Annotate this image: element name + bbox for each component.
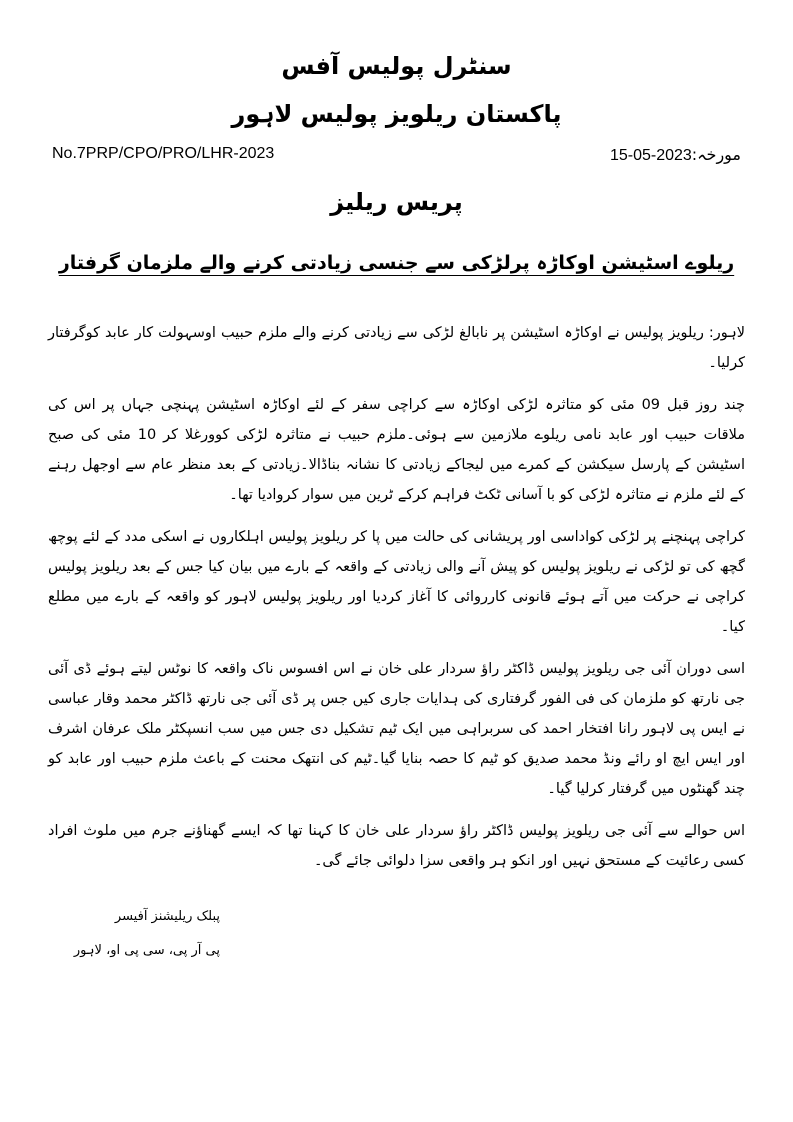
organization-title: پاکستان ریلویز پولیس لاہور [231, 100, 562, 128]
paragraph-karachi: کراچی پہنچنے پر لڑکی کواداسی اور پریشانی کی حالت میں پا کر ریلویز پولیس اہلکاروں نے اسکی مدد کے لئے پوچھ گچھ کی تو لڑکی نے ریلویز پولیس کو پیش آنے والی زیادتی کے واقعہ کے بارے میں بیان کیا جس کے بعد ریلویز پولیس کراچی نے حرکت میں آتے ہوئے قانونی کارروائی کا آغاز کردیا اور ریلویز پولیس لاہور کو واقعہ کے بارے میں مطلع کیا۔ [48, 529, 745, 635]
press-release-heading: پریس ریلیز [330, 188, 463, 216]
date-label: مورخہ: [691, 145, 741, 164]
date-value: 15-05-2023 [609, 147, 692, 164]
reference-number: No.7PRP/CPO/PRO/LHR-2023 [52, 145, 275, 162]
headline: ریلوے اسٹیشن اوکاڑہ پرلڑکی سے جنسی زیادتی کرنے والے ملزمان گرفتار [58, 252, 735, 274]
paragraph-arrest: اسی دوران آئی جی ریلویز پولیس ڈاکٹر راؤ سردار علی خان نے اس افسوس ناک واقعہ کا نوٹس لیتے ہوئے ڈی آئی جی نارتھ کو ملزمان کی فی الفور گرفتاری کی ہدایات جاری کیں جس پر ڈی آئی جی نارتھ ڈاکٹر محمد وقار عباسی نے ایس پی لاہور رانا افتخار احمد کی سربراہی میں ایک ٹیم تشکیل دی جس میں سب انسپکٹر ملک عرفان اشرف اور ایس ایچ او رائے ونڈ محمد صدیق کو ٹیم کا حصہ بنایا گیا۔ٹیم کی انتھک محنت کے باعث ملزم حبیب اور عابد کو چند گھنٹوں میں گرفتار کرلیا گیا۔ [48, 661, 745, 797]
signature-block [73, 900, 220, 968]
signature-office: پی آر پی، سی پی او، لاہور [73, 943, 220, 958]
press-release-body [48, 318, 745, 888]
date-line [610, 145, 741, 165]
office-title: سنٹرل پولیس آفس [281, 52, 512, 80]
paragraph-statement: اس حوالے سے آئی جی ریلویز پولیس ڈاکٹر راؤ سردار علی خان کا کہنا تھا کہ ایسے گھناؤنے جرم میں ملوث افراد کسی رعائیت کے مستحق نہیں اور انکو ہر واقعی سزا دلوائی جائے گی۔ [48, 823, 745, 869]
paragraph-incident: چند روز قبل 09 مئی کو متاثرہ لڑکی اوکاڑہ سے کراچی سفر کے لئے اوکاڑہ اسٹیشن پہنچی جہاں پر اس کی ملاقات حبیب اور عابد نامی ریلوے ملازمین سے ہوئی۔ملزم حبیب نے متاثرہ لڑکی کوورغلا کر 10 مئی کی صبح اسٹیشن کے پارسل سیکشن کے کمرے میں لیجاکے زیادتی کا نشانہ بناڈالا۔زیادتی کے بعد منظر عام سے اوجھل رہنے کے لئے ملزم نے متاثرہ لڑکی کو با آسانی ٹکٹ فراہم کرکے ٹرین میں سوار کروادیا تھا۔ [48, 397, 746, 503]
signature-title: پبلک ریلیشنز آفیسر [114, 909, 220, 924]
paragraph-intro: لاہور: ریلویز پولیس نے اوکاڑہ اسٹیشن پر نابالغ لڑکی سے زیادتی کرنے والے ملزم حبیب اوسہولت کار عابد کوگرفتار کرلیا۔ [48, 325, 745, 371]
